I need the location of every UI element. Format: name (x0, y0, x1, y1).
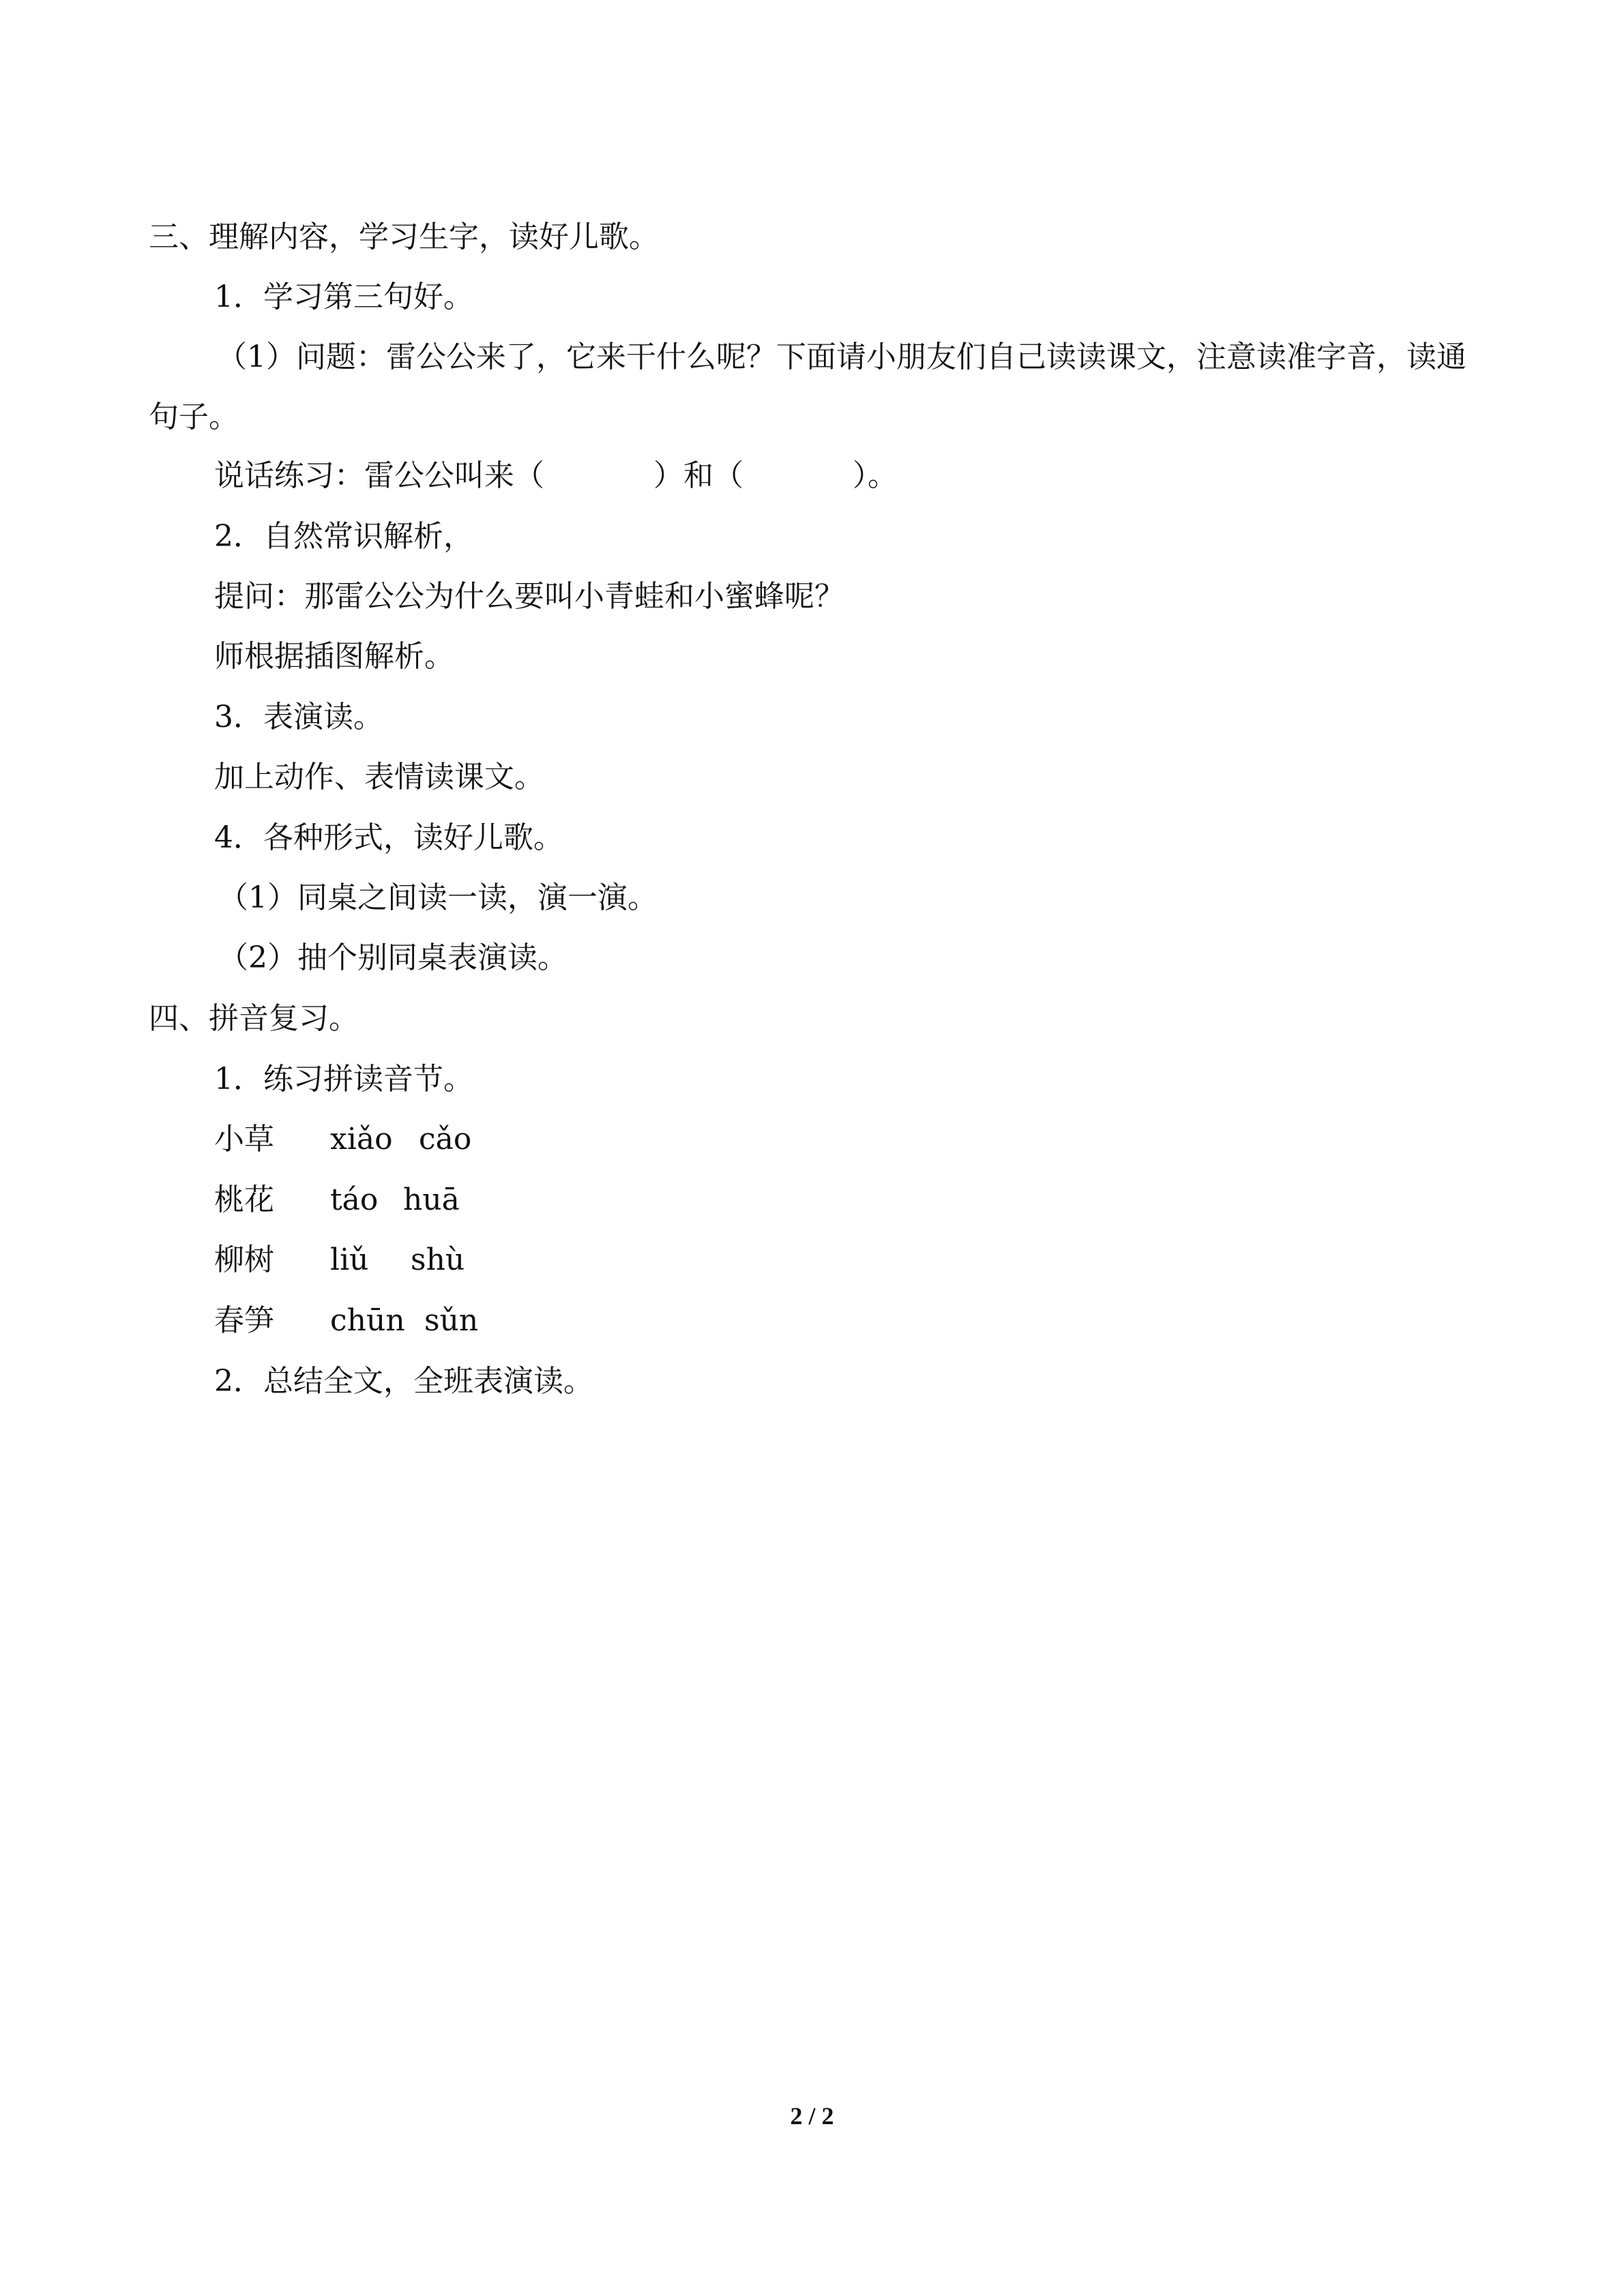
section3-item4-1: （1）同桌之间读一读，演一演。 (218, 880, 658, 915)
section3-item2: 2．自然常识解析， (214, 519, 473, 554)
word-hanzi: 桃花 (214, 1182, 274, 1217)
word-row (214, 1300, 623, 1341)
teacher-text: 师根据插图解析。 (214, 639, 454, 674)
section3-heading: 三、理解内容，学习生字，读好儿歌。 (149, 220, 659, 254)
word-pinyin-1: táo (330, 1182, 379, 1217)
section3-item1: 1．学习第三句好。 (214, 280, 473, 314)
word-row (214, 1240, 623, 1281)
section3-item3-text: 加上动作、表情读课文。 (214, 760, 544, 794)
section3-item4: 4．各种形式，读好儿歌。 (214, 820, 563, 855)
word-hanzi: 柳树 (214, 1242, 274, 1277)
section4-item1: 1．练习拼读音节。 (214, 1062, 473, 1097)
word-pinyin-2: huā (403, 1182, 460, 1217)
section4-heading: 四、拼音复习。 (149, 1001, 359, 1036)
word-pinyin-1: xiǎo (330, 1122, 393, 1157)
word-row (214, 1180, 623, 1221)
word-pinyin-2: sǔn (424, 1303, 479, 1338)
section3-item4-2: （2）抽个别同桌表演读。 (218, 940, 567, 975)
section4-item2: 2．总结全文，全班表演读。 (214, 1364, 593, 1399)
word-pinyin-2: cǎo (419, 1122, 472, 1157)
word-pinyin-1: liǔ (330, 1242, 369, 1277)
word-pinyin-2: shù (411, 1242, 465, 1277)
speaking-suffix: ）。 (853, 458, 898, 493)
question-text: 提问：那雷公公为什么要叫小青蛙和小蜜蜂呢？ (214, 579, 844, 614)
page-number: 2 / 2 (790, 2102, 834, 2130)
speaking-mid: ）和（ (653, 458, 743, 493)
word-hanzi: 小草 (214, 1122, 274, 1157)
speaking-practice (214, 456, 898, 496)
word-row (214, 1119, 623, 1160)
section3-item1-1: （1）问题：雷公公来了，它来干什么呢？下面请小朋友们自己读读课文，注意读准字音，读通句子。 (149, 340, 1466, 434)
word-hanzi: 春笋 (214, 1303, 274, 1338)
section3-item3: 3．表演读。 (214, 700, 383, 734)
speaking-prefix: 说话练习：雷公公叫来（ (214, 458, 544, 493)
word-pinyin-1: chūn (330, 1303, 405, 1338)
